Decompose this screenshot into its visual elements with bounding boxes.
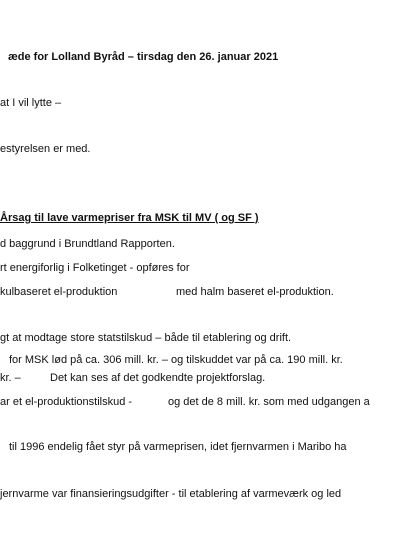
text-line-5-part-2: med halm baseret el-produktion.: [176, 286, 334, 298]
text-line-3: d baggrund i Brundtland Rapporten.: [0, 238, 175, 250]
document-heading: æde for Lolland Byråd – tirsdag den 26. januar 2021: [8, 51, 279, 63]
text-line-2: estyrelsen er med.: [0, 143, 91, 155]
text-line-7: for MSK lød på ca. 306 mill. kr. – og tilskuddet var på ca. 190 mill. kr.: [9, 354, 343, 366]
text-line-9-part-2: og det de 8 mill. kr. som med udgangen a: [168, 396, 370, 408]
text-line-8-part-1: kr. –: [0, 372, 21, 384]
text-line-4: rt energiforlig i Folketinget - opføres for: [0, 262, 190, 274]
section-heading: Årsag til lave varmepriser fra MSK til MV ( og SF ): [0, 212, 259, 224]
text-line-8-part-2: Det kan ses af det godkendte projektforslag.: [50, 372, 266, 384]
text-line-11: jernvarme var finansieringsudgifter - til etablering af varmeværk og led: [0, 488, 342, 500]
text-line-9-part-1: ar et el-produktionstilskud -: [0, 396, 133, 408]
text-line-5-part-1: kulbaseret el-produktion: [0, 286, 118, 298]
text-line-10: til 1996 endelig fået styr på varmeprisen, idet fjernvarmen i Maribo ha: [9, 441, 347, 453]
text-line-1: at I vil lytte –: [0, 97, 62, 109]
text-line-6: gt at modtage store statstilskud – både til etablering og drift.: [0, 332, 292, 344]
